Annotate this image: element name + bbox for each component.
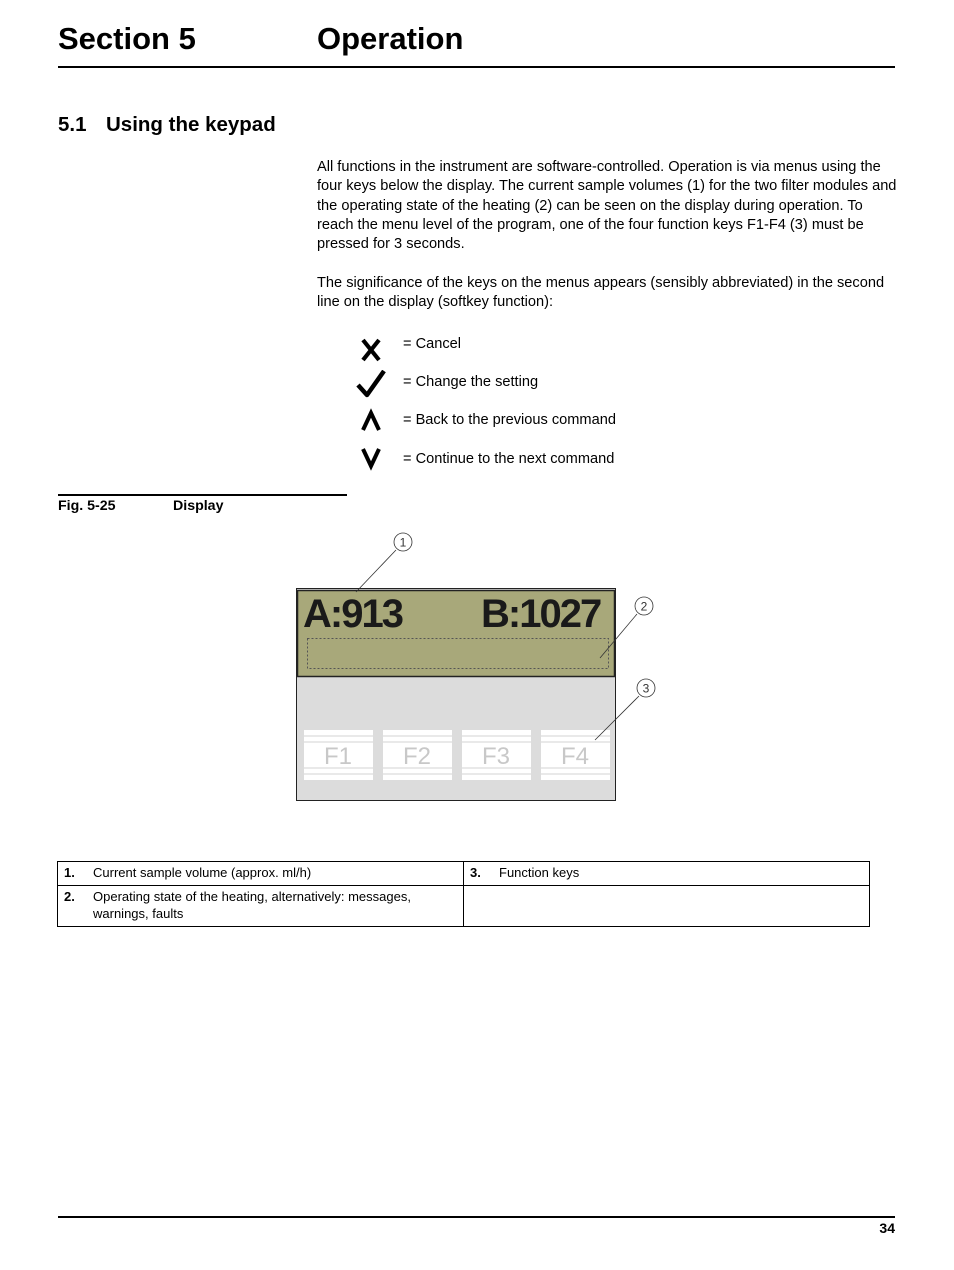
figure-label: Fig. 5-25 (58, 498, 116, 514)
figure-legend-table (57, 861, 870, 927)
function-key-label: F1 (323, 743, 353, 770)
legend-text: Operating state of the heating, alternatively: messages, warnings, faults (93, 888, 411, 921)
legend-text: Function keys (499, 865, 580, 880)
table-cell (58, 885, 464, 926)
softkey-label: = Continue to the next command (403, 451, 615, 467)
intro-paragraph: All functions in the instrument are software-controlled. Operation is via menus using the four keys below the display. The current sample volumes (1) for the two filter modules and the operating state of the heating (2) can be seen on the display during operation. To reach the menu level of the program, one of the four function keys F1-F4 (3) must be pressed for 3 seconds. (317, 159, 897, 253)
figure-caption (58, 498, 223, 514)
callout-1 (394, 533, 412, 551)
subsection-heading (58, 112, 276, 138)
legend-text: Current sample volume (approx. ml/h) (93, 865, 312, 880)
subsection-number: 5.1 (58, 113, 87, 136)
page-number: 34 (879, 1220, 895, 1236)
callout-number: 2 (640, 599, 648, 614)
figure-rule (58, 494, 347, 496)
callout-1-leader (356, 550, 396, 592)
legend-number: 1. (64, 865, 75, 880)
figure-title: Display (173, 498, 224, 514)
table-cell-empty (464, 885, 870, 926)
cancel-x-icon (355, 332, 387, 368)
caret-down-icon (355, 447, 387, 483)
function-key-label: F3 (481, 743, 511, 770)
table-row (58, 885, 870, 926)
table-cell (58, 862, 464, 886)
softkey-label: = Back to the previous command (403, 412, 616, 428)
section-number: Section 5 (58, 21, 196, 56)
function-key-f2[interactable] (383, 730, 452, 780)
subsection-title: Using the keypad (106, 113, 276, 136)
legend-number: 2. (64, 888, 75, 904)
header-rule (58, 66, 895, 68)
section-title: Operation (317, 21, 464, 56)
function-key-f3[interactable] (462, 730, 531, 780)
lcd-volume-b: B:1027 (481, 592, 601, 636)
display-illustration (290, 528, 670, 808)
callout-3 (637, 679, 655, 697)
function-key-f4[interactable] (541, 730, 610, 780)
function-key-label: F2 (402, 743, 432, 770)
callout-number: 1 (399, 535, 407, 550)
callout-number: 3 (642, 681, 650, 696)
function-key-label: F4 (560, 743, 590, 770)
footer-rule (58, 1216, 895, 1218)
callout-2 (635, 597, 653, 615)
function-key-f1[interactable] (304, 730, 373, 780)
caret-up-icon (355, 408, 387, 444)
checkmark-icon (355, 370, 387, 406)
softkey-label: = Cancel (403, 336, 462, 352)
legend-number: 3. (470, 865, 481, 880)
lcd-volume-a: A:913 (303, 592, 402, 636)
softkey-paragraph: The significance of the keys on the menus appears (sensibly abbreviated) in the second line on the display (softkey function): (317, 275, 885, 311)
softkey-label: = Change the setting (403, 374, 539, 390)
table-cell (464, 862, 870, 886)
table-row (58, 862, 870, 886)
